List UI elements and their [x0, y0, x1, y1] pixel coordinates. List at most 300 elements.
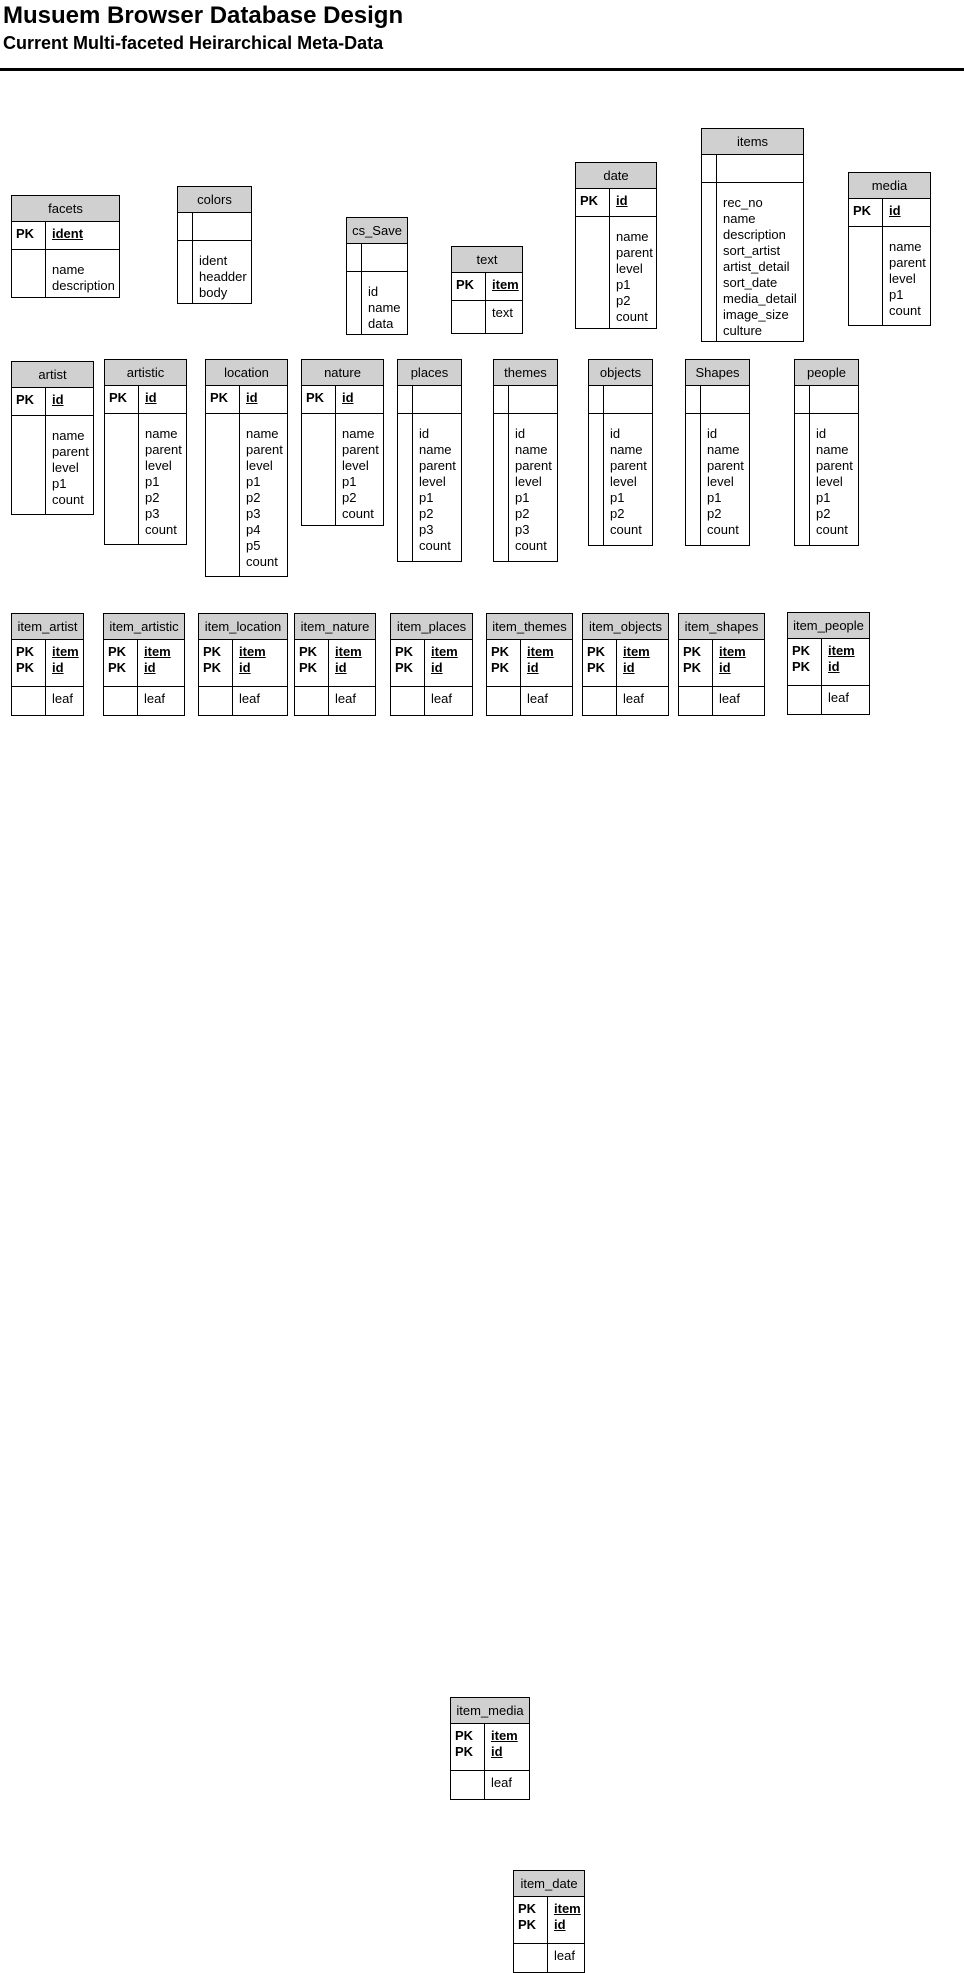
pk-marker: PK — [210, 390, 229, 405]
pk-marker: PK — [16, 392, 35, 407]
field-p5: p5 — [246, 538, 261, 553]
pk-marker: PK — [108, 644, 127, 659]
key-column — [391, 687, 425, 715]
attribute-fields — [604, 414, 652, 545]
attribute-fields — [521, 687, 572, 715]
attribute-section — [514, 1944, 584, 1972]
attribute-section — [452, 301, 522, 333]
field-leaf: leaf — [52, 691, 73, 706]
attribute-fields — [548, 1944, 584, 1972]
field-level: level — [616, 261, 643, 276]
attribute-section — [302, 414, 383, 525]
primary-key-section — [347, 244, 407, 272]
field-name: name — [246, 426, 279, 441]
table-places — [397, 359, 462, 562]
table-name: location — [206, 360, 287, 386]
table-item-themes — [486, 613, 573, 716]
pk-marker: PK — [683, 660, 702, 675]
field-name: name — [515, 442, 548, 457]
field-name: name — [889, 239, 922, 254]
pk-fields — [883, 199, 930, 226]
primary-key-section — [302, 386, 383, 414]
primary-key-section — [702, 155, 803, 183]
field-p1: p1 — [816, 490, 831, 505]
field-id: id — [419, 426, 430, 441]
field-leaf: leaf — [719, 691, 740, 706]
field-p2: p2 — [816, 506, 831, 521]
key-column — [206, 414, 240, 576]
pk-fields — [139, 386, 186, 413]
key-column — [452, 273, 486, 300]
field-leaf: leaf — [623, 691, 644, 706]
table-item-media — [450, 1697, 530, 1800]
primary-key-section — [295, 640, 375, 687]
pk-field: item — [52, 644, 79, 659]
table-name: item_objects — [583, 614, 668, 640]
pk-field: id — [144, 660, 156, 675]
field-parent: parent — [610, 458, 647, 473]
field-name: name — [368, 300, 401, 315]
field-leaf: leaf — [554, 1948, 575, 1963]
field-name: name — [610, 442, 643, 457]
pk-fields — [336, 386, 383, 413]
primary-key-section — [788, 639, 869, 686]
pk-field: item — [144, 644, 171, 659]
field-parent: parent — [52, 444, 89, 459]
primary-key-section — [514, 1897, 584, 1944]
key-column — [451, 1724, 485, 1770]
key-column — [686, 414, 701, 545]
attribute-fields — [713, 687, 764, 715]
field-name: name — [419, 442, 452, 457]
pk-marker: PK — [455, 1728, 474, 1743]
key-column — [12, 250, 46, 297]
pk-fields — [240, 386, 287, 413]
key-column — [302, 386, 336, 413]
table-name: item_themes — [487, 614, 572, 640]
pk-marker: PK — [16, 644, 35, 659]
pk-field: id — [527, 660, 539, 675]
field-parent: parent — [889, 255, 926, 270]
table-item-artist — [11, 613, 84, 716]
pk-marker: PK — [455, 1744, 474, 1759]
field-p2: p2 — [342, 490, 357, 505]
table-name: nature — [302, 360, 383, 386]
field-p2: p2 — [707, 506, 722, 521]
table-name: item_artist — [12, 614, 83, 640]
key-column — [583, 687, 617, 715]
pk-fields — [717, 155, 803, 182]
attribute-fields — [509, 414, 557, 561]
table-item-people — [787, 612, 870, 715]
key-column — [494, 414, 509, 561]
pk-fields — [46, 388, 93, 415]
attribute-fields — [193, 241, 251, 303]
field-p1: p1 — [616, 277, 631, 292]
attribute-section — [295, 687, 375, 715]
table-artist — [11, 361, 94, 515]
pk-field: ident — [52, 226, 84, 241]
key-column — [302, 414, 336, 525]
key-column — [12, 222, 46, 249]
table-nature — [301, 359, 384, 526]
table-name: places — [398, 360, 461, 386]
pk-fields — [509, 386, 557, 413]
pk-field: id — [335, 660, 347, 675]
field-parent: parent — [616, 245, 653, 260]
table-item-nature — [294, 613, 376, 716]
pk-fields — [610, 189, 656, 216]
pk-field: id — [623, 660, 635, 675]
field-count: count — [889, 303, 921, 318]
field-p1: p1 — [419, 490, 434, 505]
field-parent: parent — [246, 442, 283, 457]
table-name: people — [795, 360, 858, 386]
field-p3: p3 — [515, 522, 530, 537]
attribute-section — [104, 687, 184, 715]
pk-field: item — [719, 644, 746, 659]
key-column — [178, 241, 193, 303]
field-count: count — [419, 538, 451, 553]
key-column — [849, 199, 883, 226]
attribute-section — [206, 414, 287, 576]
table-item-objects — [582, 613, 669, 716]
field-level: level — [52, 460, 79, 475]
attribute-fields — [413, 414, 461, 561]
field-level: level — [145, 458, 172, 473]
attribute-section — [347, 272, 407, 334]
key-column — [398, 386, 413, 413]
attribute-fields — [329, 687, 375, 715]
pk-fields — [362, 244, 407, 271]
field-p2: p2 — [419, 506, 434, 521]
pk-field: item — [491, 1728, 518, 1743]
table-name: item_date — [514, 1871, 584, 1897]
field-level: level — [707, 474, 734, 489]
pk-marker: PK — [580, 193, 599, 208]
attribute-fields — [822, 686, 869, 714]
field-parent: parent — [515, 458, 552, 473]
attribute-section — [391, 687, 472, 715]
attribute-section — [12, 416, 93, 514]
key-column — [206, 386, 240, 413]
key-column — [295, 687, 329, 715]
pk-field: item — [431, 644, 458, 659]
pk-fields — [521, 640, 572, 686]
field-p1: p1 — [610, 490, 625, 505]
key-column — [347, 244, 362, 271]
attribute-section — [487, 687, 572, 715]
field-id: id — [515, 426, 526, 441]
field-count: count — [515, 538, 547, 553]
pk-fields — [604, 386, 652, 413]
field-name: name — [342, 426, 375, 441]
pk-field: item — [492, 277, 519, 292]
field-description: description — [723, 227, 786, 242]
primary-key-section — [12, 222, 119, 250]
key-column — [487, 687, 521, 715]
attribute-section — [583, 687, 668, 715]
table-themes — [493, 359, 558, 562]
key-column — [12, 416, 46, 514]
field-description: description — [52, 278, 115, 293]
pk-fields — [233, 640, 287, 686]
pk-field: id — [52, 660, 64, 675]
field-p1: p1 — [707, 490, 722, 505]
primary-key-section — [398, 386, 461, 414]
pk-field: id — [491, 1744, 503, 1759]
table-location — [205, 359, 288, 577]
attribute-fields — [617, 687, 668, 715]
key-column — [788, 639, 822, 685]
key-column — [514, 1897, 548, 1943]
pk-fields — [138, 640, 184, 686]
key-column — [105, 414, 139, 544]
pk-field: id — [246, 390, 258, 405]
table-facets — [11, 195, 120, 298]
pk-field: id — [828, 659, 840, 674]
key-column — [589, 414, 604, 545]
attribute-fields — [717, 183, 803, 341]
pk-field: id — [431, 660, 443, 675]
pk-field: item — [239, 644, 266, 659]
field-name: name — [145, 426, 178, 441]
field-level: level — [342, 458, 369, 473]
pk-fields — [413, 386, 461, 413]
field-body: body — [199, 285, 228, 300]
attribute-section — [849, 227, 930, 325]
field-p2: p2 — [616, 293, 631, 308]
table-name: artistic — [105, 360, 186, 386]
key-column — [795, 414, 810, 545]
pk-fields — [193, 213, 251, 240]
table-name: item_nature — [295, 614, 375, 640]
pk-marker: PK — [518, 1917, 537, 1932]
pk-fields — [548, 1897, 584, 1943]
attribute-fields — [138, 687, 184, 715]
field-count: count — [610, 522, 642, 537]
attribute-section — [199, 687, 287, 715]
attribute-section — [178, 241, 251, 303]
attribute-fields — [46, 250, 119, 297]
table-name: cs_Save — [347, 218, 407, 244]
key-column — [679, 640, 713, 686]
pk-fields — [486, 273, 522, 300]
field-name: name — [52, 428, 85, 443]
field-p4: p4 — [246, 522, 261, 537]
table-item-places — [390, 613, 473, 716]
attribute-fields — [240, 414, 287, 576]
field-p3: p3 — [419, 522, 434, 537]
field-leaf: leaf — [431, 691, 452, 706]
field-parent: parent — [707, 458, 744, 473]
pk-marker: PK — [395, 660, 414, 675]
attribute-section — [451, 1771, 529, 1799]
primary-key-section — [686, 386, 749, 414]
attribute-fields — [46, 687, 83, 715]
pk-fields — [810, 386, 858, 413]
attribute-fields — [46, 416, 93, 514]
pk-marker: PK — [299, 660, 318, 675]
field-media-detail: media_detail — [723, 291, 797, 306]
table-name: item_shapes — [679, 614, 764, 640]
field-p2: p2 — [246, 490, 261, 505]
pk-field: item — [335, 644, 362, 659]
table-item-artistic — [103, 613, 185, 716]
key-column — [795, 386, 810, 413]
primary-key-section — [178, 213, 251, 241]
table-objects — [588, 359, 653, 546]
field-count: count — [52, 492, 84, 507]
page-title: Musuem Browser Database Design — [3, 2, 404, 29]
key-column — [702, 183, 717, 341]
pk-fields — [617, 640, 668, 686]
pk-marker: PK — [306, 390, 325, 405]
key-column — [589, 386, 604, 413]
attribute-section — [589, 414, 652, 545]
attribute-section — [788, 686, 869, 714]
field-leaf: leaf — [144, 691, 165, 706]
pk-field: id — [52, 392, 64, 407]
field-p3: p3 — [145, 506, 160, 521]
attribute-fields — [810, 414, 858, 545]
attribute-section — [12, 250, 119, 297]
pk-marker: PK — [587, 644, 606, 659]
primary-key-section — [452, 273, 522, 301]
key-column — [104, 687, 138, 715]
key-column — [452, 301, 486, 333]
key-column — [576, 189, 610, 216]
attribute-section — [795, 414, 858, 545]
pk-fields — [713, 640, 764, 686]
field-leaf: leaf — [828, 690, 849, 705]
attribute-section — [398, 414, 461, 561]
key-column — [12, 388, 46, 415]
pk-field: item — [554, 1901, 581, 1916]
primary-key-section — [487, 640, 572, 687]
pk-fields — [46, 222, 119, 249]
table-name: item_places — [391, 614, 472, 640]
field-level: level — [610, 474, 637, 489]
field-name: name — [52, 262, 85, 277]
field-rec-no: rec_no — [723, 195, 763, 210]
field-level: level — [816, 474, 843, 489]
field-p2: p2 — [610, 506, 625, 521]
field-parent: parent — [816, 458, 853, 473]
key-column — [487, 640, 521, 686]
table-name: media — [849, 173, 930, 199]
pk-marker: PK — [456, 277, 475, 292]
table-date — [575, 162, 657, 329]
field-image-size: image_size — [723, 307, 789, 322]
key-column — [295, 640, 329, 686]
key-column — [12, 640, 46, 686]
attribute-fields — [336, 414, 383, 525]
field-p1: p1 — [145, 474, 160, 489]
field-count: count — [145, 522, 177, 537]
table-item-location — [198, 613, 288, 716]
primary-key-section — [12, 388, 93, 416]
pk-field: id — [145, 390, 157, 405]
attribute-section — [494, 414, 557, 561]
pk-marker: PK — [109, 390, 128, 405]
attribute-fields — [362, 272, 407, 334]
field-leaf: leaf — [239, 691, 260, 706]
pk-field: item — [828, 643, 855, 658]
key-column — [199, 640, 233, 686]
key-column — [178, 213, 193, 240]
pk-marker: PK — [683, 644, 702, 659]
attribute-fields — [486, 301, 522, 333]
field-name: name — [616, 229, 649, 244]
table-name: text — [452, 247, 522, 273]
attribute-section — [105, 414, 186, 544]
key-column — [12, 687, 46, 715]
pk-marker: PK — [491, 660, 510, 675]
key-column — [679, 687, 713, 715]
pk-field: id — [239, 660, 251, 675]
pk-marker: PK — [792, 643, 811, 658]
field-count: count — [342, 506, 374, 521]
pk-fields — [822, 639, 869, 685]
primary-key-section — [104, 640, 184, 687]
table-name: objects — [589, 360, 652, 386]
pk-marker: PK — [16, 660, 35, 675]
field-count: count — [816, 522, 848, 537]
field-p2: p2 — [145, 490, 160, 505]
field-p1: p1 — [515, 490, 530, 505]
field-level: level — [889, 271, 916, 286]
table-name: facets — [12, 196, 119, 222]
field-data: data — [368, 316, 394, 331]
pk-field: item — [527, 644, 554, 659]
field-p3: p3 — [246, 506, 261, 521]
key-column — [576, 217, 610, 328]
pk-field: id — [342, 390, 354, 405]
attribute-fields — [425, 687, 472, 715]
key-column — [199, 687, 233, 715]
attribute-section — [702, 183, 803, 341]
primary-key-section — [583, 640, 668, 687]
key-column — [104, 640, 138, 686]
field-p1: p1 — [52, 476, 67, 491]
pk-field: id — [719, 660, 731, 675]
key-column — [686, 386, 701, 413]
pk-marker: PK — [853, 203, 872, 218]
pk-marker: PK — [203, 660, 222, 675]
attribute-section — [679, 687, 764, 715]
field-ident: ident — [199, 253, 228, 268]
table-item-shapes — [678, 613, 765, 716]
pk-fields — [329, 640, 375, 686]
pk-marker: PK — [587, 660, 606, 675]
pk-fields — [485, 1724, 529, 1770]
field-culture: culture — [723, 323, 763, 338]
primary-key-section — [391, 640, 472, 687]
pk-field: item — [623, 644, 650, 659]
header-divider — [0, 68, 964, 71]
field-name: name — [816, 442, 849, 457]
field-parent: parent — [342, 442, 379, 457]
table-name: item_media — [451, 1698, 529, 1724]
attribute-fields — [233, 687, 287, 715]
table-people — [794, 359, 859, 546]
field-sort-artist: sort_artist — [723, 243, 781, 258]
field-text: text — [492, 305, 513, 320]
pk-marker: PK — [518, 1901, 537, 1916]
key-column — [391, 640, 425, 686]
attribute-fields — [139, 414, 186, 544]
